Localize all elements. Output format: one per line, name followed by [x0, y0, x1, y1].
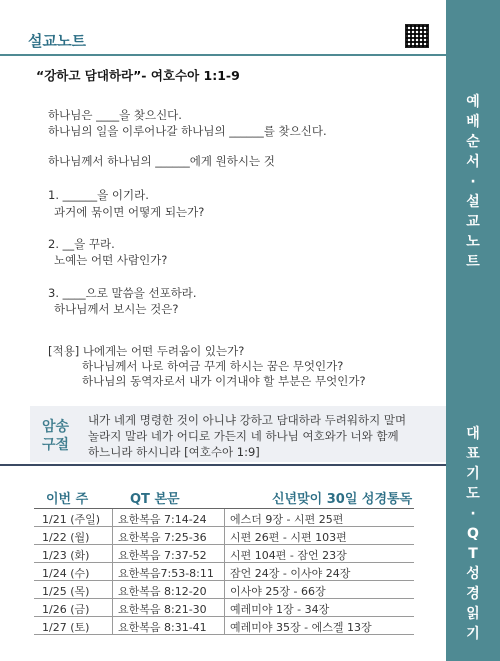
sidebar-char: Q	[467, 526, 479, 542]
table-cell-date: 1/24 (수)	[42, 567, 90, 580]
application-line: 하나님께서 나로 하여금 꾸게 하시는 꿈은 무엇인가?	[82, 359, 344, 373]
sidebar-char: 대	[466, 426, 480, 442]
table-cell-date: 1/27 (토)	[42, 621, 90, 634]
sidebar-char: 기	[466, 466, 480, 482]
table-cell-date: 1/21 (주일)	[42, 513, 101, 526]
table-cell-date: 1/25 (목)	[42, 585, 90, 598]
table-cell-reading: 잠언 24장 - 이사야 24장	[230, 567, 351, 580]
note-question: 하나님께서 보시는 것은?	[54, 302, 179, 316]
memory-verse-text	[88, 412, 436, 460]
table-column-divider	[224, 509, 225, 635]
application-line: 하나님의 동역자로서 내가 이겨내야 할 부분은 무엇인가?	[82, 374, 366, 388]
sidebar-char: 서	[466, 154, 480, 170]
table-cell-reading: 에스더 9장 - 시편 25편	[230, 513, 344, 526]
sidebar-char: 기	[466, 626, 480, 642]
sidebar-char: ·	[470, 174, 476, 190]
table-cell-qt: 요한복음 7:14-24	[118, 513, 207, 526]
sidebar-char: 트	[466, 254, 480, 270]
qr-code-icon[interactable]	[405, 24, 429, 48]
sidebar-char: ·	[470, 506, 476, 522]
table-cell-reading: 이사야 25장 - 66장	[230, 585, 326, 598]
sidebar-char: 경	[466, 586, 480, 602]
page-title: 설교노트	[28, 32, 86, 50]
sidebar-label-top	[446, 92, 500, 272]
memory-label-line: 암송	[42, 419, 70, 435]
table-cell-date: 1/23 (화)	[42, 549, 90, 562]
table-cell-qt: 요한복음7:53-8:11	[118, 567, 214, 580]
note-point-1: 1. ______을 이기라.	[48, 188, 149, 202]
table-cell-reading: 시편 26편 - 시편 103편	[230, 531, 347, 544]
sidebar-char: 순	[466, 134, 480, 150]
sidebar-char: 배	[466, 114, 480, 130]
table-column-divider	[112, 509, 113, 635]
memory-verse-box	[30, 406, 446, 462]
memory-verse-line: 하느니라 하시니라 [여호수아 1:9]	[88, 445, 260, 459]
table-cell-qt: 요한복음 7:25-36	[118, 531, 207, 544]
sidebar	[446, 0, 500, 661]
sidebar-char: T	[468, 546, 478, 562]
memory-verse-line: 놀라지 말라 네가 어디로 가든지 네 하나님 여호와가 너와 함께	[88, 429, 399, 443]
sidebar-char: 표	[466, 446, 480, 462]
table-cell-date: 1/26 (금)	[42, 603, 90, 616]
sidebar-char: 예	[466, 94, 480, 110]
table-header-reading: 신년맞이 30일 성경통독	[272, 492, 413, 507]
memory-label-line: 구절	[42, 437, 70, 453]
table-cell-qt: 요한복음 8:31-41	[118, 621, 207, 634]
memory-verse-line: 내가 네게 명령한 것이 아니냐 강하고 담대하라 두려워하지 말며	[88, 413, 407, 427]
sidebar-char: 설	[466, 194, 480, 210]
memory-verse-label	[42, 418, 69, 454]
note-point-2: 2. __을 꾸라.	[48, 237, 115, 251]
sidebar-char: 도	[466, 486, 480, 502]
sidebar-char: 교	[466, 214, 480, 230]
sermon-title: “강하고 담대하라”- 여호수아 1:1-9	[36, 68, 240, 83]
section-divider	[0, 464, 446, 466]
note-line: 하나님께서 하나님의 ______에게 원하시는 것	[48, 154, 275, 168]
table-cell-qt: 요한복음 7:37-52	[118, 549, 207, 562]
table-cell-reading: 예레미야 1장 - 34장	[230, 603, 330, 616]
table-cell-qt: 요한복음 8:12-20	[118, 585, 207, 598]
application-line: [적용] 나에게는 어떤 두려움이 있는가?	[48, 344, 245, 358]
header-divider	[0, 54, 446, 56]
table-cell-reading: 시편 104편 - 잠언 23장	[230, 549, 347, 562]
note-question: 과거에 묶이면 어떻게 되는가?	[54, 205, 205, 219]
sidebar-char: 읽	[466, 606, 480, 622]
sidebar-char: 노	[466, 234, 480, 250]
table-cell-date: 1/22 (월)	[42, 531, 90, 544]
table-cell-reading: 예레미야 35장 - 에스겔 13장	[230, 621, 372, 634]
sidebar-label-bottom	[446, 424, 500, 644]
note-line: 하나님의 일을 이루어나갈 하나님의 ______를 찾으신다.	[48, 124, 327, 138]
note-line: 하나님은 ____을 찾으신다.	[48, 108, 182, 122]
note-point-3: 3. ____으로 말씀을 선포하라.	[48, 286, 197, 300]
note-question: 노예는 어떤 사람인가?	[54, 253, 168, 267]
table-header-qt: QT 본문	[130, 492, 180, 507]
table-cell-qt: 요한복음 8:21-30	[118, 603, 207, 616]
table-header-week: 이번 주	[46, 492, 89, 507]
sidebar-char: 성	[466, 566, 480, 582]
